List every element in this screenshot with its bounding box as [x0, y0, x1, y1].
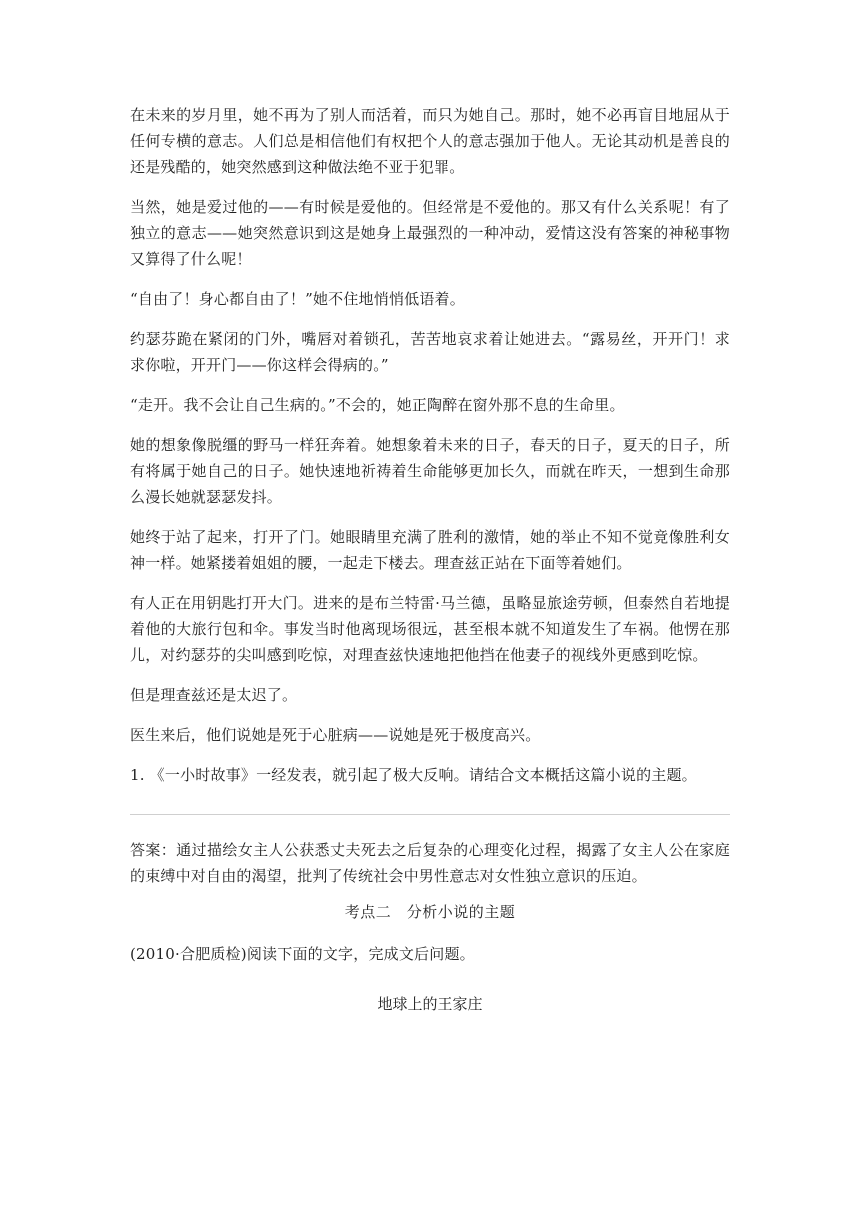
- section-heading: 考点二 分析小说的主题: [344, 903, 516, 921]
- paragraph-6: 她的想象像脱缰的野马一样狂奔着。她想象着未来的日子，春天的日子，夏天的日子，所有将属于她自己的日子。她快速地祈祷着生命能够更加长久，而就在昨天，一想到生命那么漫长她就瑟瑟发抖。: [130, 436, 730, 506]
- paragraph-5: “走开。我不会让自己生病的。”不会的，她正陶醉在窗外那不息的生命里。: [130, 396, 625, 414]
- paragraph-9: 但是理查兹还是太迟了。: [130, 686, 298, 704]
- document-body: [130, 102, 730, 1017]
- paragraph-3: “自由了！身心都自由了！”她不住地悄悄低语着。: [130, 290, 465, 308]
- paragraph-1: 在未来的岁月里，她不再为了别人而活着，而只为她自己。那时，她不必再盲目地屈从于任何专横的意志。人们总是相信他们有权把个人的意志强加于他人。无论其动机是善良的还是残酷的，她突然感到这种做法绝不亚于犯罪。: [130, 106, 730, 176]
- paragraph-4: 约瑟芬跪在紧闭的门外，嘴唇对着锁孔，苦苦地哀求着让她进去。“露易丝，开开门！求求你啦，开开门——你这样会得病的。”: [130, 330, 730, 374]
- story-title: 地球上的王家庄: [377, 995, 483, 1013]
- paragraph-7: 她终于站了起来，打开了门。她眼睛里充满了胜利的激情，她的举止不知不觉竟像胜利女神一样。她紧搂着姐姐的腰，一起走下楼去。理查兹正站在下面等着她们。: [130, 528, 730, 572]
- source-line: (2010·合肥质检)阅读下面的文字，完成文后问题。: [130, 945, 475, 963]
- paragraph-10: 医生来后，他们说她是死于心脏病——说她是死于极度高兴。: [130, 726, 541, 744]
- answer-text: 答案：通过描绘女主人公获悉丈夫死去之后复杂的心理变化过程，揭露了女主人公在家庭的束缚中对自由的渴望，批判了传统社会中男性意志对女性独立意识的压迫。: [130, 841, 730, 885]
- paragraph-8: 有人正在用钥匙打开大门。进来的是布兰特雷·马兰德，虽略显旅途劳顿，但泰然自若地提着他的大旅行包和伞。事发当时他离现场很远，甚至根本就不知道发生了车祸。他愣在那儿，对约瑟芬的尖叫感到吃惊，对理查兹快速地把他挡在他妻子的视线外更感到吃惊。: [130, 594, 730, 664]
- section-divider: [130, 814, 730, 815]
- paragraph-2: 当然，她是爱过他的——有时候是爱他的。但经常是不爱他的。那又有什么关系呢！有了独立的意志——她突然意识到这是她身上最强烈的一种冲动，爱情这没有答案的神秘事物又算得了什么呢！: [130, 198, 730, 268]
- question-1: 1. 《一小时故事》一经发表，就引起了极大反响。请结合文本概括这篇小说的主题。: [130, 766, 697, 784]
